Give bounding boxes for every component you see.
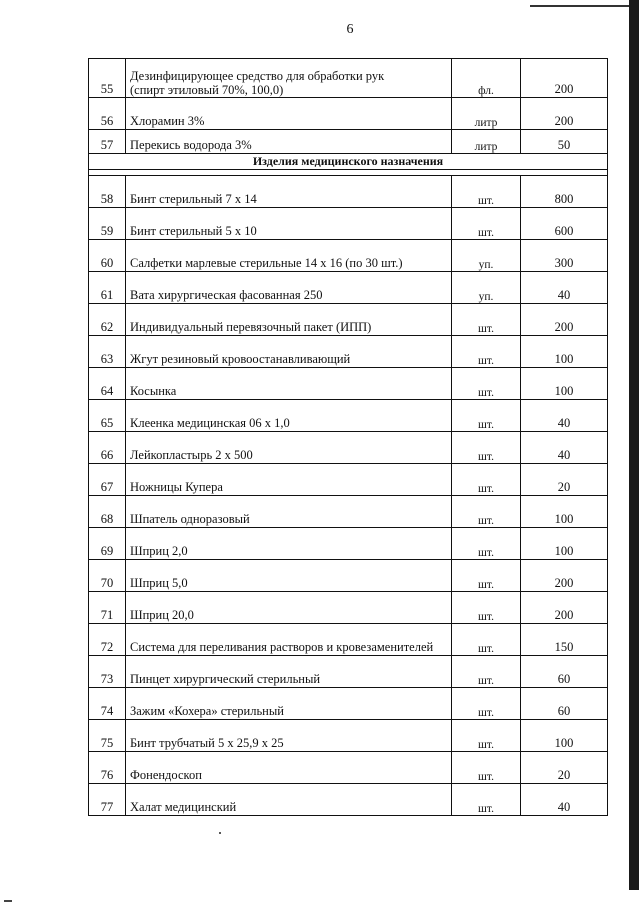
supplies-table (88, 58, 608, 816)
item-name: Бинт трубчатый 5 х 25,9 х 25 (126, 720, 452, 752)
scan-speck (4, 900, 12, 902)
item-unit: шт. (452, 496, 521, 528)
item-quantity: 40 (521, 272, 608, 304)
table-row (89, 336, 608, 368)
scan-speck (219, 832, 221, 834)
table-row (89, 720, 608, 752)
row-number: 59 (89, 208, 126, 240)
item-name: Лейкопластырь 2 х 500 (126, 432, 452, 464)
item-quantity: 200 (521, 98, 608, 130)
item-name: Шпатель одноразовый (126, 496, 452, 528)
item-name: Перекись водорода 3% (126, 130, 452, 154)
item-quantity: 150 (521, 624, 608, 656)
item-unit: шт. (452, 528, 521, 560)
item-name: Косынка (126, 368, 452, 400)
row-number: 73 (89, 656, 126, 688)
row-number: 75 (89, 720, 126, 752)
item-quantity: 100 (521, 720, 608, 752)
item-name: Жгут резиновый кровоостанавливающий (126, 336, 452, 368)
item-quantity: 100 (521, 528, 608, 560)
item-unit: шт. (452, 432, 521, 464)
item-unit: шт. (452, 176, 521, 208)
row-number: 58 (89, 176, 126, 208)
table-body-items (89, 176, 608, 816)
table-row (89, 98, 608, 130)
item-unit: литр (452, 130, 521, 154)
item-unit: шт. (452, 400, 521, 432)
item-quantity: 100 (521, 336, 608, 368)
scan-edge-shadow (629, 0, 639, 890)
item-unit: шт. (452, 368, 521, 400)
item-quantity: 40 (521, 784, 608, 816)
item-quantity: 100 (521, 496, 608, 528)
item-name: Вата хирургическая фасованная 250 (126, 272, 452, 304)
item-unit: шт. (452, 304, 521, 336)
item-name: Система для переливания растворов и кровезаменителей (126, 624, 452, 656)
item-quantity: 600 (521, 208, 608, 240)
item-name: Зажим «Кохера» стерильный (126, 688, 452, 720)
item-quantity: 300 (521, 240, 608, 272)
table-row (89, 592, 608, 624)
item-name-line: Дезинфицирующее средство для обработки рук (130, 69, 385, 83)
table-row (89, 784, 608, 816)
row-number: 66 (89, 432, 126, 464)
row-number: 67 (89, 464, 126, 496)
item-name: Салфетки марлевые стерильные 14 х 16 (по 30 шт.) (126, 240, 452, 272)
row-number: 57 (89, 130, 126, 154)
item-unit: шт. (452, 784, 521, 816)
item-unit: шт. (452, 624, 521, 656)
item-name: Хлорамин 3% (126, 98, 452, 130)
item-quantity: 60 (521, 688, 608, 720)
item-unit: шт. (452, 464, 521, 496)
item-unit: литр (452, 98, 521, 130)
item-name: Фонендоскоп (126, 752, 452, 784)
row-number: 55 (89, 59, 126, 98)
item-unit: шт. (452, 720, 521, 752)
item-unit: уп. (452, 240, 521, 272)
item-name: Клеенка медицинская 06 х 1,0 (126, 400, 452, 432)
item-quantity: 200 (521, 592, 608, 624)
item-quantity: 100 (521, 368, 608, 400)
row-number: 76 (89, 752, 126, 784)
item-unit: уп. (452, 272, 521, 304)
table-row (89, 59, 608, 98)
table-row (89, 176, 608, 208)
item-unit: шт. (452, 656, 521, 688)
section-title: Изделия медицинского назначения (89, 154, 608, 170)
table-row (89, 656, 608, 688)
item-quantity: 20 (521, 752, 608, 784)
section-header-row (89, 154, 608, 170)
item-name: Бинт стерильный 7 х 14 (126, 176, 452, 208)
item-name: Пинцет хирургический стерильный (126, 656, 452, 688)
row-number: 65 (89, 400, 126, 432)
item-quantity: 20 (521, 464, 608, 496)
item-quantity: 50 (521, 130, 608, 154)
table-row (89, 464, 608, 496)
table-row (89, 496, 608, 528)
item-unit: шт. (452, 560, 521, 592)
table-row (89, 752, 608, 784)
row-number: 56 (89, 98, 126, 130)
item-quantity: 40 (521, 400, 608, 432)
item-name: Индивидуальный перевязочный пакет (ИПП) (126, 304, 452, 336)
table-row (89, 400, 608, 432)
item-quantity: 200 (521, 560, 608, 592)
item-name (126, 59, 452, 98)
table-row (89, 130, 608, 154)
item-name: Шприц 2,0 (126, 528, 452, 560)
item-name: Ножницы Купера (126, 464, 452, 496)
table-row (89, 368, 608, 400)
table-row (89, 624, 608, 656)
row-number: 71 (89, 592, 126, 624)
item-name: Шприц 5,0 (126, 560, 452, 592)
top-scan-rule (530, 5, 635, 7)
table-body (89, 59, 608, 176)
item-quantity: 60 (521, 656, 608, 688)
row-number: 72 (89, 624, 126, 656)
table-row (89, 432, 608, 464)
table-row (89, 304, 608, 336)
table-row (89, 688, 608, 720)
row-number: 70 (89, 560, 126, 592)
row-number: 64 (89, 368, 126, 400)
table-row (89, 272, 608, 304)
row-number: 62 (89, 304, 126, 336)
item-unit: шт. (452, 336, 521, 368)
table-row (89, 528, 608, 560)
row-number: 68 (89, 496, 126, 528)
item-quantity: 40 (521, 432, 608, 464)
table-row (89, 240, 608, 272)
item-name: Бинт стерильный 5 х 10 (126, 208, 452, 240)
row-number: 63 (89, 336, 126, 368)
row-number: 61 (89, 272, 126, 304)
item-quantity: 200 (521, 304, 608, 336)
item-name: Шприц 20,0 (126, 592, 452, 624)
item-name: Халат медицинский (126, 784, 452, 816)
item-unit: шт. (452, 592, 521, 624)
item-name-line: (спирт этиловый 70%, 100,0) (130, 83, 284, 97)
page-number: 6 (346, 22, 354, 37)
row-number: 74 (89, 688, 126, 720)
row-number: 77 (89, 784, 126, 816)
item-unit: шт. (452, 208, 521, 240)
row-number: 60 (89, 240, 126, 272)
item-quantity: 200 (521, 59, 608, 98)
item-unit: фл. (452, 59, 521, 98)
item-quantity: 800 (521, 176, 608, 208)
table-row (89, 560, 608, 592)
item-unit: шт. (452, 688, 521, 720)
table-row (89, 208, 608, 240)
row-number: 69 (89, 528, 126, 560)
item-unit: шт. (452, 752, 521, 784)
